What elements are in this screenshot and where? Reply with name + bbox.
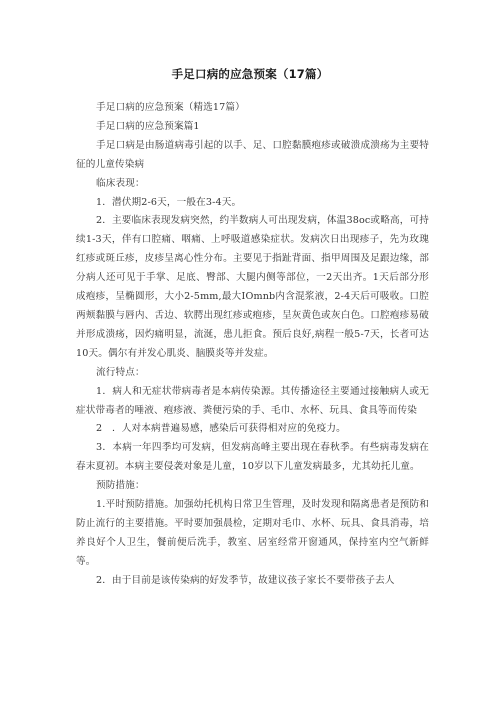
paragraph-subtitle: 手足口病的应急预案（精选17篇） <box>96 102 245 113</box>
paragraph-prevention-1: 1.平时预防措施。加强幼托机构日常卫生管理，及时发现和隔离患者是预防和防止流行的主要措施。平时要加强晨检，定期对毛巾、水杯、玩具、食具消毒，培养良好个人卫生，餐前便后洗手，教室、居室经常开窗通风，保持室内空气新鲜等。 <box>76 499 429 567</box>
paragraph-clinical-2: 2．主要临床表现发病突然，约半数病人可出现发病，体温38oc或略高，可持续1-3天，伴有口腔痛、咽痛、上呼吸道感染症状。发病次日出现疹子，先为玫瑰红疹或斑丘疹，皮疹呈离心性分布。主要见于指趾背面、指甲周围及足跟边缘，部分病人还可见于手掌、足底、臀部、大腿内侧等部位，一2天出齐。1天后部分形成疱疹，呈椭圆形，大小2-5mm,最大IOmnb内含混浆液，2-4天后可吸收。口腔两颊黏膜与唇内、舌边、软腭出现红疹或疱疹，呈灰黄色或灰白色。口腔疱疹易破并形成溃疡，因灼痛明显，流涎，患儿拒食。预后良好,病程一般5-7天，长者可达10天。偶尔有并发心肌炎、脑膜炎等并发症。 <box>76 215 429 359</box>
paragraph-clinical-heading: 临床表现： <box>96 177 145 189</box>
paragraph-prevention-heading: 预防措施： <box>96 480 145 492</box>
paragraph-epidemic-2: 2 ．人对本病普遍易感，感染后可获得相对应的免疫力。 <box>96 423 346 435</box>
paragraph-section-heading: 手足口病的应急预案篇1 <box>96 120 200 132</box>
paragraph-definition: 手足口病是由肠道病毒引起的以手、足、口腔黏膜疱疹或破溃成溃疡为主要特征的儿童传染病 <box>76 139 429 170</box>
paragraph-clinical-1: 1．潜伏期2-6天，一般在3-4天。 <box>96 196 242 208</box>
paragraph-epidemic-1: 1．病人和无症状带病毒者是本病传染源。其传播途径主要通过接触病人或无症状带毒者的唾液、疱疹液、粪便污染的手、毛巾、水杯、玩具、食具等而传染 <box>76 385 429 416</box>
document-title: 手足口病的应急预案（17篇） <box>171 67 329 81</box>
document-body <box>76 99 429 591</box>
paragraph-prevention-2: 2．由于目前是该传染病的好发季节，故建议孩子家长不要带孩子去人 <box>96 574 395 586</box>
paragraph-epidemic-heading: 流行特点： <box>96 366 145 378</box>
paragraph-epidemic-3: 3．本病一年四季均可发病，但发病高峰主要出现在春秋季。有些病毒发病在春末夏初。本病主要侵袭对象是儿童，10岁以下儿童发病最多，尤其幼托儿童。 <box>76 442 429 473</box>
